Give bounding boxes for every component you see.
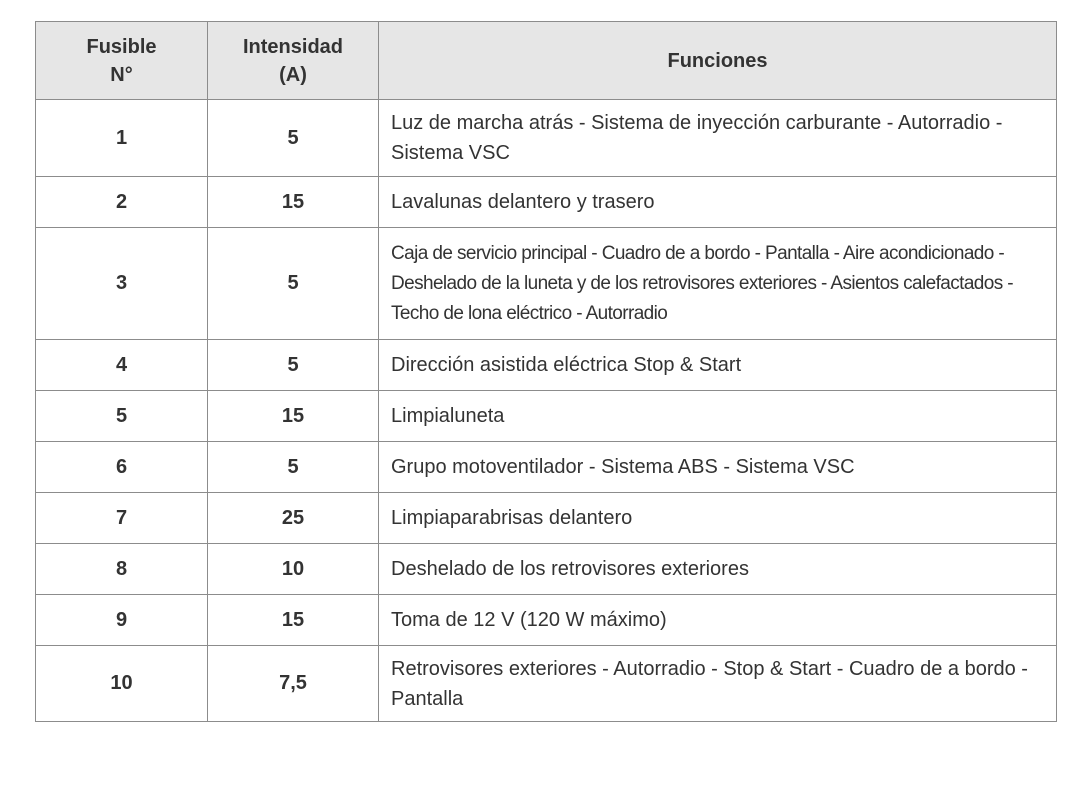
fuse-number-cell: 4 — [36, 340, 208, 391]
fuse-number-cell: 6 — [36, 442, 208, 493]
functions-cell: Luz de marcha atrás - Sistema de inyección carburante - Autorradio - Sistema VSC — [379, 100, 1057, 177]
functions-cell: Deshelado de los retrovisores exteriores — [379, 544, 1057, 595]
header-amp-line2: (A) — [279, 63, 307, 86]
header-amp-line1: Intensidad — [242, 35, 343, 58]
functions-cell: Lavalunas delantero y trasero — [379, 177, 1057, 228]
fuse-number-cell: 10 — [36, 646, 208, 722]
functions-cell: Limpialuneta — [379, 391, 1057, 442]
header-fuse-number — [36, 22, 208, 100]
intensity-cell: 15 — [208, 177, 379, 228]
intensity-cell: 10 — [208, 544, 379, 595]
intensity-cell: 5 — [208, 228, 379, 340]
table-row — [36, 228, 1057, 340]
intensity-cell: 5 — [208, 340, 379, 391]
functions-cell: Limpiaparabrisas delantero — [379, 493, 1057, 544]
fuse-number-cell: 1 — [36, 100, 208, 177]
intensity-cell: 5 — [208, 442, 379, 493]
functions-cell: Caja de servicio principal - Cuadro de a bordo - Pantalla - Aire acondicionado - Deshelado de la luneta y de los retrovisores exteriores - Asientos calefactados - Techo de lona eléctrico - Autorradio — [379, 228, 1057, 340]
functions-cell: Dirección asistida eléctrica Stop & Start — [379, 340, 1057, 391]
functions-cell: Grupo motoventilador - Sistema ABS - Sistema VSC — [379, 442, 1057, 493]
table-row — [36, 442, 1057, 493]
table-row — [36, 391, 1057, 442]
fuse-table — [35, 21, 1057, 722]
table-row — [36, 340, 1057, 391]
header-intensity — [208, 22, 379, 100]
intensity-cell: 25 — [208, 493, 379, 544]
header-fuse-line2: N° — [110, 63, 133, 86]
fuse-number-cell: 5 — [36, 391, 208, 442]
table-row — [36, 100, 1057, 177]
intensity-cell: 5 — [208, 100, 379, 177]
table-row — [36, 544, 1057, 595]
functions-cell: Toma de 12 V (120 W máximo) — [379, 595, 1057, 646]
fuse-number-cell: 7 — [36, 493, 208, 544]
fuse-number-cell: 9 — [36, 595, 208, 646]
header-fuse-line1: Fusible — [86, 35, 157, 58]
fuse-number-cell: 3 — [36, 228, 208, 340]
intensity-cell: 7,5 — [208, 646, 379, 722]
fuse-number-cell: 8 — [36, 544, 208, 595]
table-row — [36, 646, 1057, 722]
fuse-number-cell: 2 — [36, 177, 208, 228]
table-row — [36, 177, 1057, 228]
functions-cell: Retrovisores exteriores - Autorradio - Stop & Start - Cuadro de a bordo - Pantalla — [379, 646, 1057, 722]
intensity-cell: 15 — [208, 391, 379, 442]
table-header-row — [36, 22, 1057, 100]
table-row — [36, 493, 1057, 544]
table-row — [36, 595, 1057, 646]
header-functions: Funciones — [379, 22, 1057, 100]
intensity-cell: 15 — [208, 595, 379, 646]
